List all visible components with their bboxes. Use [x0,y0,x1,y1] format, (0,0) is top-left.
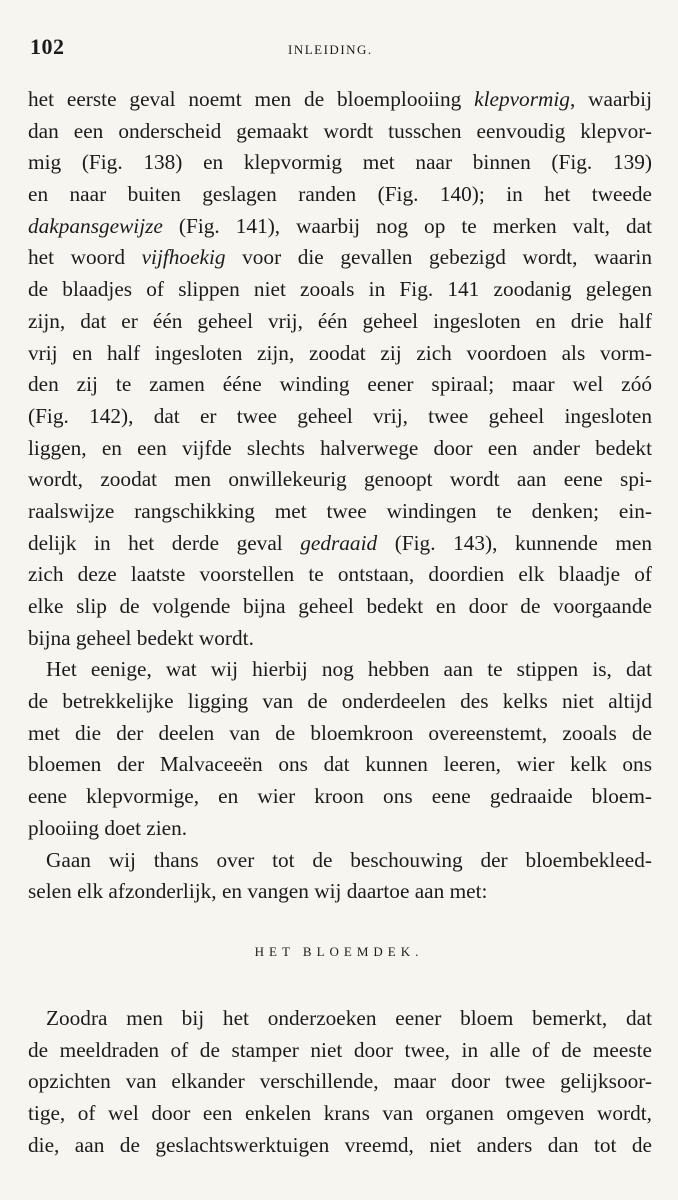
text-line: het eerste geval noemt men de bloemplooiing klepvormig, waarbij [28,87,652,111]
text-line: dan een onderscheid gemaakt wordt tusschen eenvoudig klepvor- [28,118,652,143]
text-line: mig (Fig. 138) en klepvormig met naar binnen (Fig. 139) [28,150,652,175]
text-line: liggen, en een vijfde slechts halverwege door een ander bedekt [28,435,652,460]
text-line: die, aan de geslachtswerktuigen vreemd, niet anders dan tot de [28,1132,652,1157]
text-line: selen elk afzonderlijk, en vangen wij daartoe aan met: [28,879,488,904]
page-number: 102 [30,34,65,59]
section-heading: HET BLOEMDEK. [254,944,424,959]
text-line: plooiing doet zien. [28,815,188,840]
italic-term: klepvormig [474,87,570,111]
text-line: bijna geheel bedekt wordt. [28,625,254,650]
text-line: de betrekkelijke ligging van de onderdeelen des kelks niet altijd [28,689,652,714]
text-line: elke slip de volgende bijna geheel bedekt en door de voorgaande [28,594,652,618]
text-line: het woord vijfhoekig voor die gevallen gebezigd wordt, waarin [28,245,652,270]
text-line: raalswijze rangschikking met twee windingen te denken; ein- [28,498,652,523]
text-line: Zoodra men bij het onderzoeken eener bloem bemerkt, dat [46,1006,652,1030]
page-header [30,28,648,68]
text-line: (Fig. 142), dat er twee geheel vrij, twee geheel ingesloten [28,403,652,428]
text-line: den zij te zamen ééne winding eener spiraal; maar wel zóó [28,372,652,397]
running-head: INLEIDING. [288,42,373,57]
section-text [28,1003,652,1161]
main-text [28,84,652,908]
text-line: met die der deelen van de bloemkroon overeenstemt, zooals de [28,720,652,745]
text-line: vrij en half ingesloten zijn, zoodat zij zich voordoen als vorm- [28,340,652,365]
text-line: de meeldraden of de stamper niet door twee, in alle of de meeste [28,1037,652,1062]
text-line: de blaadjes of slippen niet zooals in Fig. 141 zoodanig gelegen [28,277,652,302]
italic-term: dakpansgewijze [28,213,163,238]
text-line: wordt, zoodat men onwillekeurig genoopt wordt aan eene spi- [28,467,652,492]
text-line: eene klepvormige, en wier kroon ons eene gedraaide bloem- [28,784,652,809]
text-line: zich deze laatste voorstellen te ontstaan, doordien elk blaadje of [28,562,652,587]
text-line: dakpansgewijze (Fig. 141), waarbij nog op te merken valt, dat [28,213,652,238]
text-line: tige, of wel door een enkelen krans van organen omgeven wordt, [28,1101,652,1126]
text-line: Gaan wij thans over tot de beschouwing der bloembekleed- [46,847,652,872]
text-line: opzichten van elkander verschillende, maar door twee gelijksoor- [28,1069,652,1094]
italic-term: gedraaid [300,530,378,555]
text-line: Het eenige, wat wij hierbij nog hebben aan te stippen is, dat [46,657,652,682]
text-line: delijk in het derde geval gedraaid (Fig. 143), kunnende men [28,530,652,555]
italic-term: vijfhoekig [141,245,226,270]
text-line: en naar buiten geslagen randen (Fig. 140); in het tweede [28,182,652,207]
text-line: bloemen der Malvaceeën ons dat kunnen leeren, wier kelk ons [28,752,652,777]
text-line: zijn, dat er één geheel vrij, één geheel ingesloten en drie half [28,308,652,333]
